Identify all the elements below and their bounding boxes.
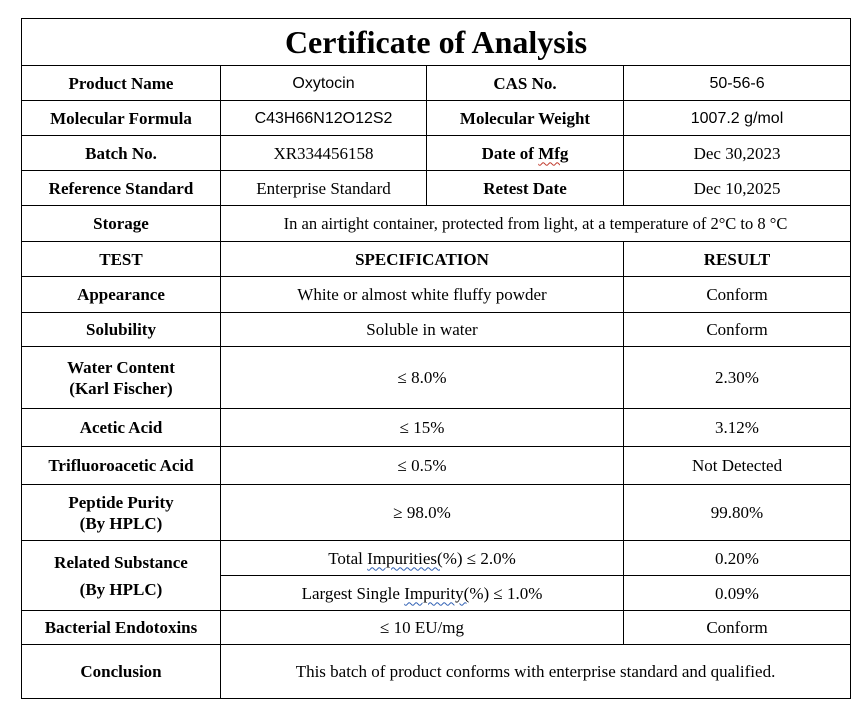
table-row [22,313,851,347]
mfg-value: Dec 30,2023 [624,136,851,171]
retest-value: Dec 10,2025 [624,171,851,206]
test-spec: ≥ 98.0% [221,485,624,541]
spec-text-word: Impurity( [404,583,470,603]
mfg-label [427,136,624,171]
info-row [22,171,851,206]
test-result: 2.30% [624,347,851,409]
formula-label: Molecular Formula [22,101,221,136]
test-name-line2: (Karl Fischer) [69,378,173,398]
conclusion-row [22,645,851,699]
cas-value: 50-56-6 [624,66,851,101]
mfg-label-word: Mfg [538,143,569,163]
test-result: 99.80% [624,485,851,541]
table-row [22,447,851,485]
ref-value: Enterprise Standard [221,171,427,206]
test-name [22,485,221,541]
test-name: Solubility [22,313,221,347]
product-name-label: Product Name [22,66,221,101]
table-row [22,277,851,313]
retest-label: Retest Date [427,171,624,206]
test-name: Appearance [22,277,221,313]
info-row [22,136,851,171]
cas-label: CAS No. [427,66,624,101]
test-name: Bacterial Endotoxins [22,611,221,645]
info-row [22,101,851,136]
mw-label: Molecular Weight [427,101,624,136]
batch-value: XR334456158 [221,136,427,171]
conclusion-label: Conclusion [22,645,221,699]
ref-label: Reference Standard [22,171,221,206]
table-row [22,485,851,541]
table-row [22,611,851,645]
product-name-value: Oxytocin [221,66,427,101]
test-result: 3.12% [624,409,851,447]
test-spec [221,576,624,611]
test-name [22,347,221,409]
table-row [22,409,851,447]
test-name-line1: Peptide Purity [68,492,174,512]
table-row [22,541,851,576]
header-row [22,242,851,277]
table-row [22,347,851,409]
test-header: TEST [22,242,221,277]
test-result: Conform [624,313,851,347]
test-result: 0.20% [624,541,851,576]
result-header: RESULT [624,242,851,277]
mw-value: 1007.2 g/mol [624,101,851,136]
batch-label: Batch No. [22,136,221,171]
test-name [22,541,221,611]
document-title: Certificate of Analysis [22,19,851,66]
info-row [22,66,851,101]
test-name-line1: Related Substance [54,552,188,572]
test-spec: ≤ 10 EU/mg [221,611,624,645]
test-result: 0.09% [624,576,851,611]
test-spec: Soluble in water [221,313,624,347]
spec-text-post: %) ≤ 2.0% [442,548,516,568]
test-spec: ≤ 15% [221,409,624,447]
test-result: Conform [624,611,851,645]
test-name-line2: (By HPLC) [79,579,163,599]
test-name-line1: Water Content [67,357,175,377]
test-spec: ≤ 8.0% [221,347,624,409]
test-name-line2: (By HPLC) [79,513,163,533]
test-spec: White or almost white fluffy powder [221,277,624,313]
storage-value: In an airtight container, protected from light, at a temperature of 2°C to 8 °C [221,206,851,242]
test-spec [221,541,624,576]
test-spec: ≤ 0.5% [221,447,624,485]
spec-text-pre: Total [328,548,368,568]
spec-text-pre: Largest Single [301,583,405,603]
spec-header: SPECIFICATION [221,242,624,277]
test-name: Acetic Acid [22,409,221,447]
test-name: Trifluoroacetic Acid [22,447,221,485]
spec-text-word: Impurities( [367,548,443,568]
conclusion-text: This batch of product conforms with enterprise standard and qualified. [221,645,851,699]
test-result: Not Detected [624,447,851,485]
test-result: Conform [624,277,851,313]
spec-text-post: %) ≤ 1.0% [469,583,543,603]
storage-label: Storage [22,206,221,242]
storage-row [22,206,851,242]
mfg-label-prefix: Date of [481,143,539,163]
formula-value: C43H66N12O12S2 [221,101,427,136]
coa-table [21,18,851,699]
